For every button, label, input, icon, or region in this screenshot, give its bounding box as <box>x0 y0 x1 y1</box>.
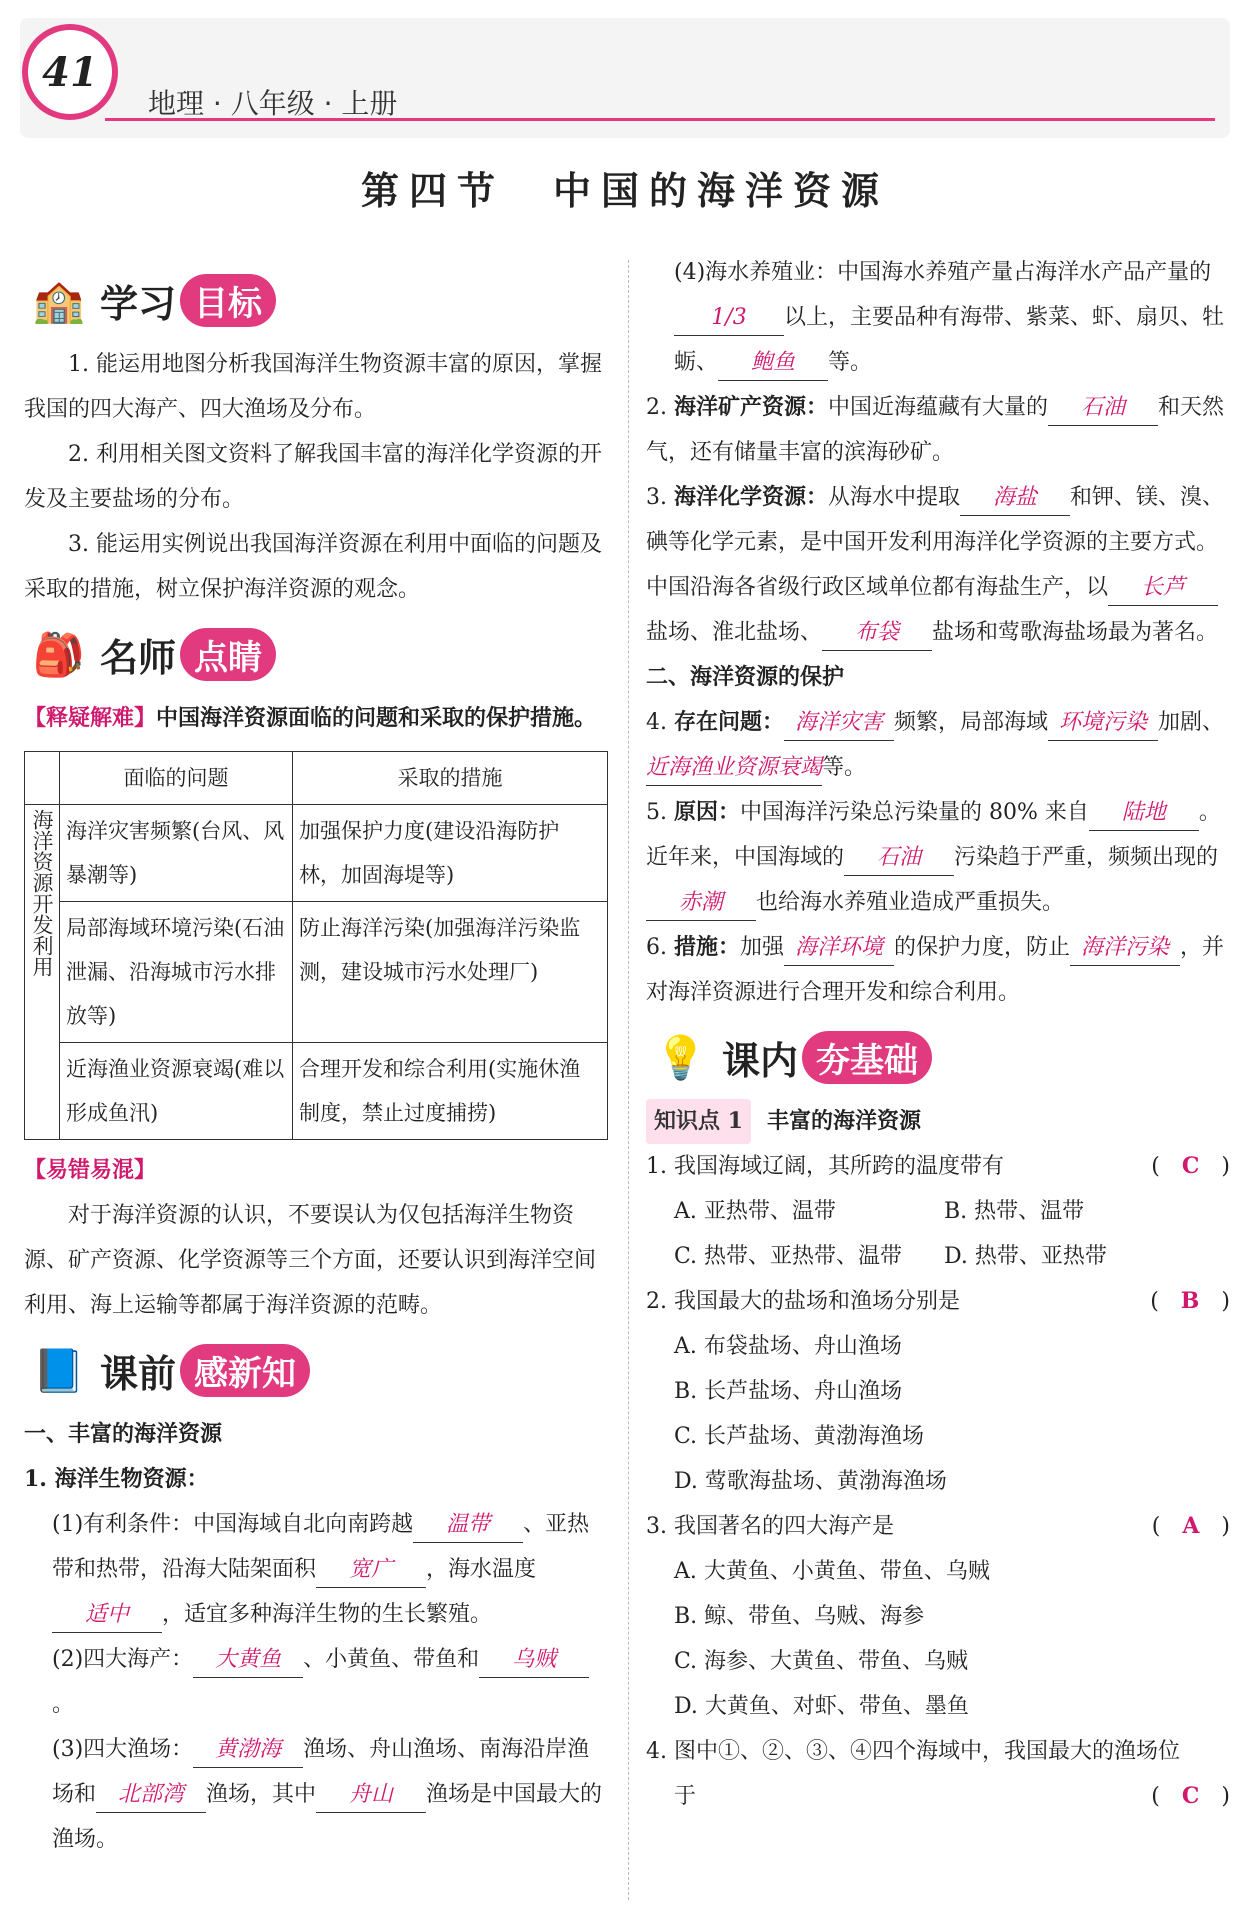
question-text: 4. 图中①、②、③、④四个海域中，我国最大的渔场位 <box>646 1739 1180 1764</box>
tips-banner <box>24 618 608 690</box>
question-4: 4. 图中①、②、③、④四个海域中，我国最大的渔场位 于 ( C ) <box>646 1729 1230 1819</box>
class-banner <box>646 1021 1230 1093</box>
answer-blank: 赤潮 <box>646 886 756 921</box>
answer-blank: 布袋 <box>822 616 932 651</box>
text: 。 <box>52 1692 75 1717</box>
table-header: 面临的问题 <box>60 752 293 805</box>
table-cell: 近海渔业资源衰竭(难以形成鱼汛) <box>60 1043 293 1140</box>
option: A. 布袋盐场、舟山渔场 <box>674 1334 902 1359</box>
answer: C <box>1181 1783 1200 1809</box>
fill-item: 4. 存在问题： 海洋灾害 频繁，局部海域 环境污染 加剧、近海渔业资源衰竭等。 <box>646 700 1230 790</box>
text: 盐场和莺歌海盐场最为著名。 <box>932 620 1219 645</box>
book-title: 地理 · 八年级 · 上册 <box>148 87 398 120</box>
text: 。近年来，中国海域的 <box>646 800 1221 870</box>
answer: B <box>1180 1288 1200 1314</box>
table-cell: 合理开发和综合利用(实施休渔制度，禁止过度捕捞) <box>293 1043 608 1140</box>
item-title: 原因： <box>673 799 740 825</box>
text: (1)有利条件：中国海域自北向南跨越 <box>52 1512 414 1537</box>
section-title: 第四节 中国的海洋资源 <box>360 168 889 213</box>
fill-item <box>646 475 1230 655</box>
question-3: 3. 我国著名的四大海产是 ( A ) A. 大黄鱼、小黄鱼、带鱼、乌贼 B. 鲸、带鱼、乌贼、海参 C. 海参、大黄鱼、带鱼、乌贼 D. 大黄鱼、对虾、带鱼、墨鱼 <box>646 1504 1230 1729</box>
fill-item: 6. 措施：加强 海洋环境 的保护力度，防止 海洋污染 ，并对海洋资源进行合理开发和综合利用。 <box>646 925 1230 1015</box>
text: 加剧、 <box>1158 710 1225 735</box>
fill-item: 5. 原因：中国海洋污染总污染量的 80% 来自 陆地 。近年来，中国海域的 石油 污染趋于严重，频频出现的赤潮 也给海水养殖业造成严重损失。 <box>646 790 1230 925</box>
option: D. 大黄鱼、对虾、带鱼、墨鱼 <box>674 1694 969 1719</box>
table-cell: 防止海洋污染(加强海洋污染监测，建设城市污水处理厂) <box>293 902 608 1043</box>
tip-text: 对于海洋资源的认识，不要误认为仅包括海洋生物资源、矿产资源、化学资源等三个方面，还要认识到海洋空间利用、海上运输等都属于海洋资源的范畴。 <box>24 1203 597 1318</box>
item-title: 措施： <box>673 934 740 960</box>
backpack-icon: 🎒 <box>32 629 86 679</box>
fill-item <box>646 250 1230 385</box>
banner-label-highlight: 目标 <box>180 274 276 327</box>
answer-blank: 近海渔业资源衰竭 <box>646 751 822 786</box>
answer: A <box>1182 1513 1200 1539</box>
question-text: 3. 我国著名的四大海产是 <box>646 1514 894 1539</box>
text: 等。 <box>822 755 867 780</box>
banner-label: 课前 <box>100 1351 177 1396</box>
text: 、小黄鱼、带鱼和 <box>303 1647 480 1672</box>
table-cell: 加强保护力度(建设沿海防护林，加固海堤等) <box>293 805 608 902</box>
left-column <box>24 258 608 1862</box>
banner-label-highlight: 夯基础 <box>802 1031 932 1084</box>
heading: 一、丰富的海洋资源 <box>24 1422 223 1447</box>
answer-blank: 海洋灾害 <box>784 706 894 741</box>
book-icon: 📘 <box>32 1345 86 1395</box>
tag-label: 【易错易混】 <box>24 1157 157 1183</box>
knowledge-point-badge: 知识点 1 <box>646 1099 751 1144</box>
page-number: 41 <box>22 24 118 120</box>
banner-label-highlight: 感新知 <box>180 1344 310 1397</box>
answer-blank: 北部湾 <box>96 1778 206 1813</box>
answer-blank: 舟山 <box>316 1778 426 1813</box>
option: C. 热带、亚热带、温带 <box>674 1244 903 1269</box>
answer-blank: 大黄鱼 <box>193 1643 303 1678</box>
text: 的保护力度，防止 <box>894 935 1071 960</box>
text: 3. <box>646 485 667 510</box>
option: C. 海参、大黄鱼、带鱼、乌贼 <box>674 1649 969 1674</box>
text: 渔场、舟山渔场、南海沿岸渔场和 <box>52 1737 590 1807</box>
option: C. 长芦盐场、黄渤海渔场 <box>674 1424 925 1449</box>
text: 从海水中提取 <box>828 485 961 510</box>
answer-blank: 石油 <box>844 841 954 876</box>
tag-label: 【释疑解难】 <box>24 706 157 731</box>
answer-blank: 环境污染 <box>1048 706 1158 741</box>
text: 等。 <box>828 350 873 375</box>
option: D. 莺歌海盐场、黄渤海渔场 <box>674 1469 947 1494</box>
answer-blank: 长芦 <box>1108 571 1218 606</box>
answer-blank: 鲍鱼 <box>718 346 828 381</box>
pre-banner <box>24 1334 608 1406</box>
answer-blank: 黄渤海 <box>193 1733 303 1768</box>
option: B. 热带、温带 <box>944 1199 1085 1224</box>
goals-banner <box>24 264 608 336</box>
text: ，适宜多种海洋生物的生长繁殖。 <box>162 1602 493 1627</box>
goal-item: 3. 能运用实例说出我国海洋资源在利用中面临的问题及采取的措施，树立保护海洋资源的观念。 <box>24 532 602 602</box>
text: 也给海水养殖业造成严重损失。 <box>756 890 1065 915</box>
text: ，并对海洋资源进行合理开发和综合利用。 <box>646 935 1225 1005</box>
knowledge-point-title: 丰富的海洋资源 <box>766 1108 921 1134</box>
text: ，海水温度 <box>426 1557 537 1582</box>
question-text: 2. 我国最大的盐场和渔场分别是 <box>646 1289 960 1314</box>
fill-item <box>24 1727 608 1862</box>
knowledge-point <box>646 1099 1230 1144</box>
answer-blank: 海盐 <box>960 481 1070 516</box>
text: 、亚热带和热带，沿海大陆架面积 <box>52 1512 590 1582</box>
question-2: 2. 我国最大的盐场和渔场分别是 ( B ) A. 布袋盐场、舟山渔场 B. 长芦盐场、舟山渔场 C. 长芦盐场、黄渤海渔场 D. 莺歌海盐场、黄渤海渔场 <box>646 1279 1230 1504</box>
banner-label: 名师 <box>100 635 177 680</box>
table-side-label: 海洋资源开发利用 <box>25 805 60 1140</box>
text: (2)四大海产： <box>52 1647 194 1672</box>
table-header: 采取的措施 <box>293 752 608 805</box>
text: 以上，主要品种有海带、紫菜、虾、扇贝、牡蛎、 <box>674 305 1225 375</box>
lamp-icon: 💡 <box>654 1032 708 1082</box>
item-title: 海洋矿产资源： <box>674 394 829 420</box>
text: 和钾、镁、溴、碘等化学元素，是中国开发利用海洋化学资源的主要方式。中国沿海各省级行政区域单位都有海盐生产，以 <box>646 485 1225 600</box>
text: (4)海水养殖业：中国海水养殖产量占海洋水产品产量的 <box>674 260 1212 285</box>
answer: C <box>1181 1153 1200 1179</box>
answer-blank: 海洋污染 <box>1070 931 1180 966</box>
answer-blank: 海洋环境 <box>784 931 894 966</box>
text: 渔场，其中 <box>206 1782 317 1807</box>
question-text: 1. 我国海域辽阔，其所跨的温度带有 <box>646 1154 1004 1179</box>
tip-text: 中国海洋资源面临的问题和采取的保护措施。 <box>156 706 597 731</box>
question-1: 1. 我国海域辽阔，其所跨的温度带有 ( C ) A. 亚热带、温带 B. 热带、温带 C. 热带、亚热带、温带 D. 热带、亚热带 <box>646 1144 1230 1279</box>
answer-blank: 石油 <box>1048 391 1158 426</box>
answer-blank: 陆地 <box>1089 796 1199 831</box>
text: 中国海洋污染总污染量的 80% 来自 <box>740 800 1089 825</box>
option: B. 长芦盐场、舟山渔场 <box>674 1379 903 1404</box>
text: 盐场、淮北盐场、 <box>646 620 823 645</box>
text: 中国近海蕴藏有大量的 <box>828 395 1049 420</box>
answer-blank: 适中 <box>52 1598 162 1633</box>
goal-item: 2. 利用相关图文资料了解我国丰富的海洋化学资源的开发及主要盐场的分布。 <box>24 442 602 512</box>
text: 2. <box>646 395 667 420</box>
table-cell: 海洋灾害频繁(台风、风暴潮等) <box>60 805 293 902</box>
text: (3)四大渔场： <box>52 1737 194 1762</box>
fill-item <box>646 385 1230 475</box>
text: 污染趋于严重，频频出现的 <box>954 845 1219 870</box>
text: 频繁，局部海域 <box>894 710 1049 735</box>
heading: 二、海洋资源的保护 <box>646 665 845 690</box>
option: B. 鲸、带鱼、乌贼、海参 <box>674 1604 925 1629</box>
answer-blank: 温带 <box>413 1508 523 1543</box>
option: A. 亚热带、温带 <box>674 1199 836 1224</box>
school-icon: 🏫 <box>32 275 86 325</box>
column-divider <box>628 260 629 1900</box>
answer-blank: 乌贼 <box>479 1643 589 1678</box>
fill-item <box>24 1637 608 1727</box>
banner-label: 学习 <box>100 281 177 326</box>
right-column <box>646 250 1230 1819</box>
fill-item <box>24 1502 608 1637</box>
text: 渔场是中国最大的渔场。 <box>52 1782 603 1852</box>
answer-blank: 1/3 <box>674 301 784 336</box>
option: D. 热带、亚热带 <box>944 1244 1107 1269</box>
table-corner <box>25 752 60 805</box>
banner-label: 课内 <box>722 1038 799 1083</box>
answer-blank: 宽广 <box>316 1553 426 1588</box>
item-title: 存在问题： <box>673 709 784 735</box>
table-cell: 局部海域环境污染(石油泄漏、沿海城市污水排放等) <box>60 902 293 1043</box>
text: 加强 <box>740 935 785 960</box>
item-title: 1. 海洋生物资源： <box>24 1466 209 1492</box>
issues-table <box>24 751 608 1140</box>
text: 和天然气，还有储量丰富的滨海砂矿。 <box>646 395 1225 465</box>
option: A. 大黄鱼、小黄鱼、带鱼、乌贼 <box>674 1559 990 1584</box>
question-text: 于 <box>674 1784 697 1809</box>
tip-intro <box>24 696 608 741</box>
banner-label-highlight: 点睛 <box>180 628 276 681</box>
item-title: 海洋化学资源： <box>674 484 829 510</box>
goal-item: 1. 能运用地图分析我国海洋生物资源丰富的原因，掌握我国的四大海产、四大渔场及分布。 <box>24 352 602 422</box>
